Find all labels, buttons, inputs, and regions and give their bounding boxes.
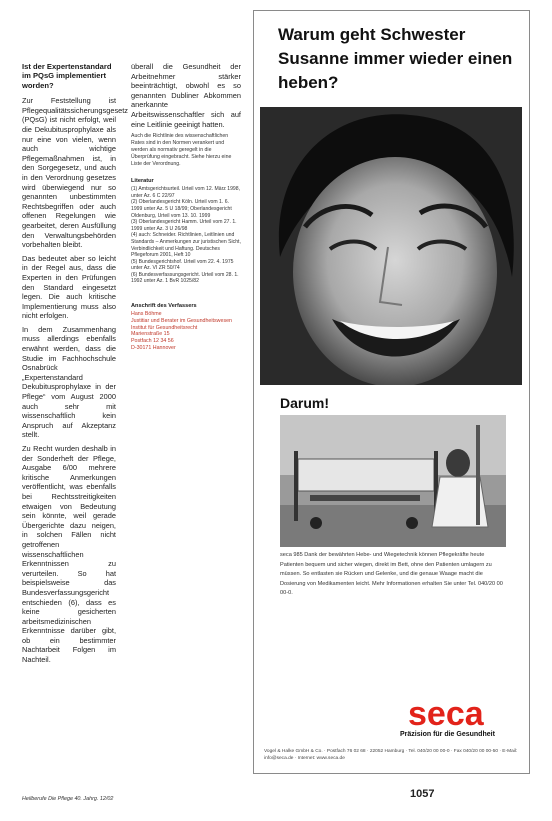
ad-address: Vogel & Halke GmbH & Co. · Postfach 76 02 68 · 22052 Hamburg · Tel. 040/20 00 00-0 · Fax 040/20 00 00-50 · E-Mail: info@seca.de · Internet: www.seca.de xyxy=(264,749,518,761)
author-line-1: Hans Böhme xyxy=(131,311,162,318)
author-line-4: Marienstraße 15 xyxy=(131,331,170,338)
note-text: Auch die Richtlinie des wissenschaftlichen Rates sind in den Normen verankert und werden als normativ geregelt in die Überprüfung eingebracht. Siehe hierzu eine Liste der Verordnung. xyxy=(131,133,232,168)
journal-footer: Heilberufe Die Pflege 40. Jahrg. 12/02 xyxy=(22,796,114,802)
smiling-woman-photo xyxy=(260,107,522,385)
footnote-3: (3) Oberlandesgericht Hamm. Urteil vom 27. 1. 1999 unter Az. 3 U 26/98 xyxy=(131,219,237,232)
body-paragraph-2: Das bedeutet aber so leicht in der Regel aus, dass die Experten in den Prüfungen den Standard eingesetzt legen. Die auch kritische Implementierung muss also nicht erfolgen. xyxy=(22,253,116,321)
author-line-6: D-30171 Hannover xyxy=(131,345,176,352)
footnote-5: (5) Bundesgerichtshof. Urteil vom 22. 4. 1975 unter Az. VI ZR 50/74 xyxy=(131,258,234,272)
body-paragraph-4: Zu Recht wurden deshalb in der Sonderheft der Pflege, Ausgabe 6/00 mehrere kritische Anmerkungen veröffentlicht, was ebenfalls bei Rechtsstreitigkeiten etwaigen von Bedeutung sein könnte, weil gerade Übergerichte dazu neigen, in solchen Fällen nicht getroffenen wissenschaftlichen Erkenntnissen zu verurteilen. So hat beispielsweise das Bundesverfassungsgericht entschieden (6), dass es keine gesicherten arbeitsmedizinischen Erkenntnisse darüber gibt, ob ein bestimmter Nachtarbeit Folgen im Nachteil. xyxy=(22,444,116,665)
seca-logo-text: seca xyxy=(408,695,484,731)
page-number: 1057 xyxy=(410,788,435,800)
author-line-3: Institut für Gesundheitsrecht xyxy=(131,324,198,331)
author-heading: Anschrift des Verfassers xyxy=(131,303,197,310)
ad-tagline: Präzision für die Gesundheit xyxy=(400,731,495,738)
footnote-6: (6) Bundesverfassungsgericht. Urteil vom 28. 1. 1992 unter Az. 1 BvR 1025/82 xyxy=(131,271,239,285)
ad-body-text: seca 985 Dank der bewährten Hebe- und Wiegetechnik können Pflegekräfte heute Patienten bequem und sicher wiegen, direkt im Bett, ohne den Patienten umlagern zu müssen. So entlasten sie Rücken und Gelenke, und die genaue Waage macht die Dosierung von Medikamenten leicht. Mehr Informationen erhalten Sie unter Tel. 040/20 00 00-0. xyxy=(280,552,503,597)
footnote-4: (4) auch: Schneider. Richtlinien, Leitlinien und Standards – Anmerkungen zur juristischen Sicht, Verbindlichkeit und Haftung. Deutsches Pflegeforum 2001, Heft 10 xyxy=(131,232,241,259)
seca-advertisement xyxy=(253,10,530,774)
footnote-2: (2) Oberlandesgericht Köln. Urteil vom 1. 6. 1999 unter Az. 5 U 18/99; Oberlandesgericht Oldenburg, Urteil vom 13. 10. 1999 xyxy=(131,199,232,219)
body-paragraph-1: Zur Feststellung ist Pflegequalitätssicherungsgesetz (PQsG) ist nicht erfolgt, weil die Dekubitusprophylaxe als nur eine von vielen, wenn auch wichtige Pflegemaßnahmen ist, in den Sorgegesetz, und auch in den Verordnung gesetzes wird überwiegend nur so genannten unbestimmten Rechtsbegriffen oder auch offenen Regelungen wie gearbeitet, deren Ausfüllung den Verwaltungsbehörden vorbehalten bleibt. xyxy=(22,96,128,250)
author-line-2: Justitiar und Berater im Gesundheitswesen xyxy=(131,317,232,324)
ad-subhead: Darum! xyxy=(280,395,330,411)
nurse-bed-photo xyxy=(280,415,506,547)
author-line-5: Postfach 12 34 56 xyxy=(131,338,174,345)
body-paragraph-5: überall die Gesundheit der Arbeitnehmer stärker beeinträchtigt, obwohl es so genannten Dubliner Abkommen anerkannte Arbeitswissenschaftler sich auf eine Leitlinie geeinigt hatten. xyxy=(131,62,241,129)
middle-column xyxy=(131,62,241,352)
seca-logo xyxy=(406,695,498,731)
footnotes-title: Literatur xyxy=(131,178,154,185)
footnote-1: (1) Amtsgerichtsurteil. Urteil vom 12. März 1998, unter Az. 6 C 22/97 xyxy=(131,186,240,199)
ad-headline: Warum geht Schwester Susanne immer wieder einen heben? xyxy=(278,25,513,92)
left-column xyxy=(22,62,128,669)
section-question: Ist der Expertenstandard im PQsG implementiert worden? xyxy=(22,62,112,90)
body-paragraph-3: In dem Zusammenhang muss allerdings ebenfalls erwähnt werden, dass die Studie im Fachhochschule Osnabrück „Expertenstandard Dekubitusprophylaxe in der Pflege“ vom August 2000 auch sehr mit wissenschaftlich kein Anspruch auf Akzeptanz stellt. xyxy=(22,324,116,440)
